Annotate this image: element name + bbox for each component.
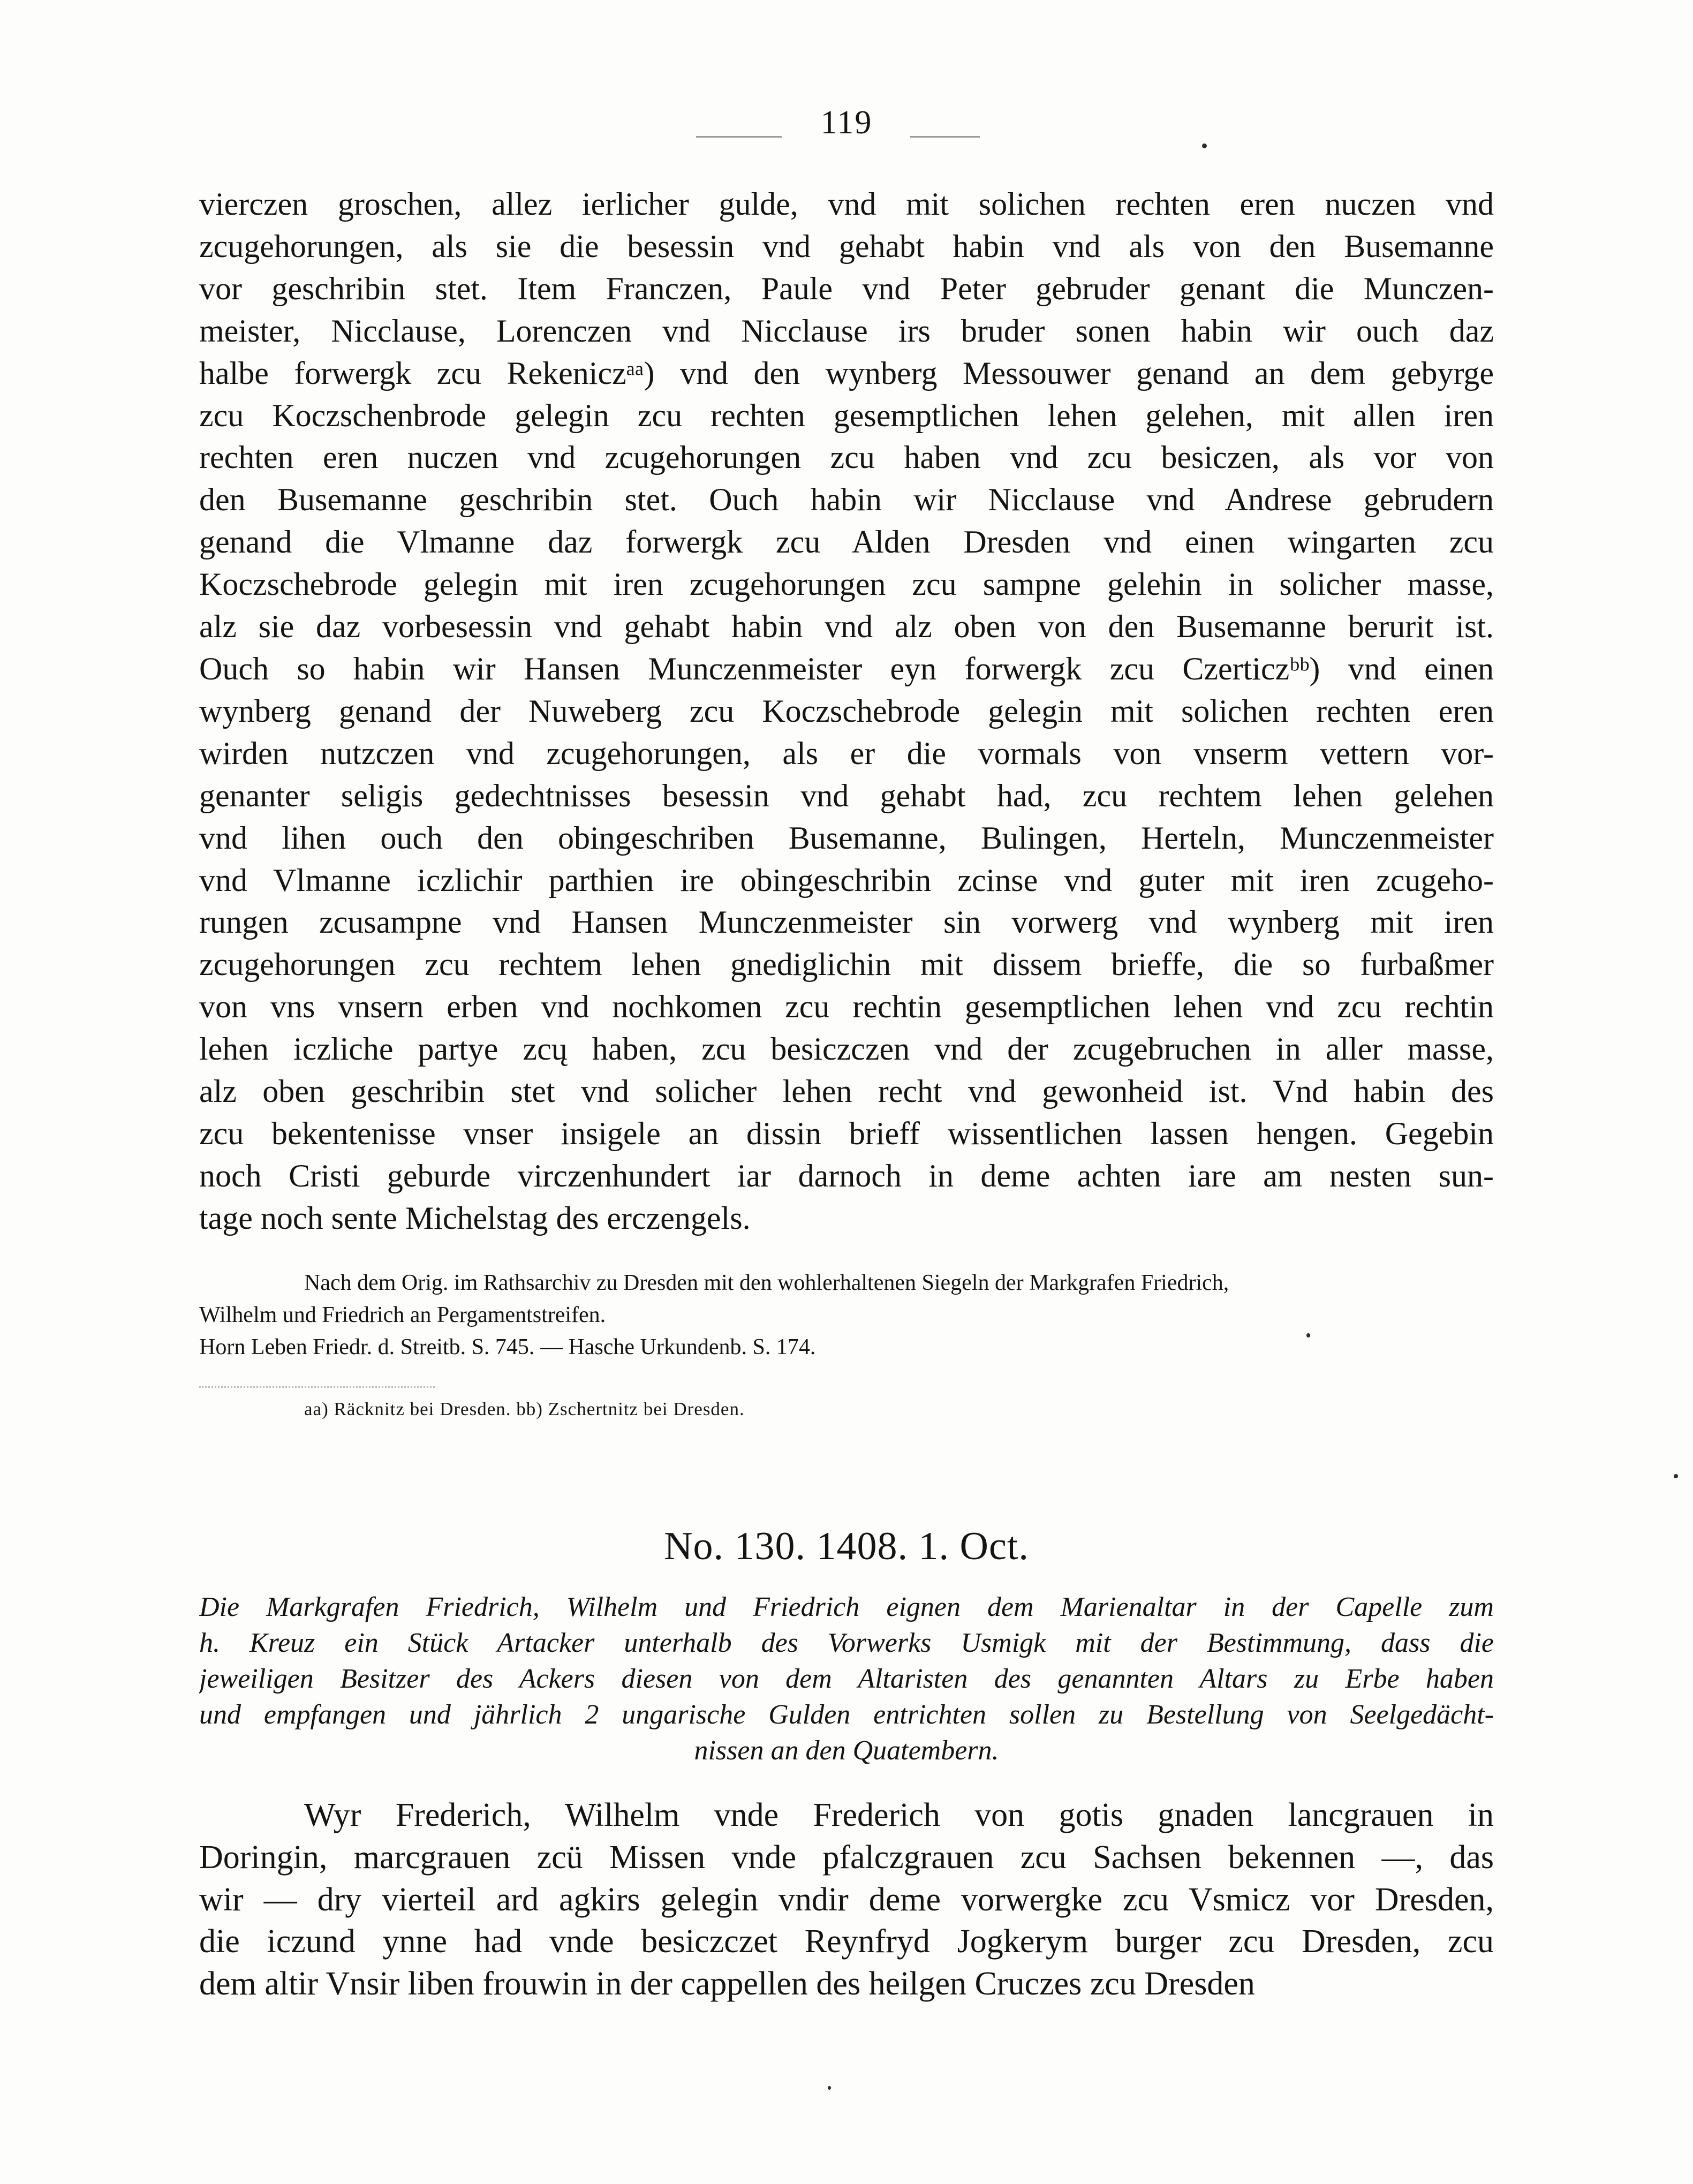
source-note-line: Wilhelm und Friedrich an Pergamentstreifen. <box>199 1303 606 1327</box>
text-line: wynberg genand der Nuweberg zcu Koczschebrode gelegin mit solichen rechten eren <box>199 693 1494 729</box>
text-line: vor geschribin stet. Item Franczen, Paule vnd Peter gebruder genant die Munczen- <box>199 270 1494 306</box>
text-line: lehen iczliche partye zcų haben, zcu besiczczen vnd der zcugebruchen in aller masse, <box>199 1031 1494 1067</box>
text-line: wirden nutzczen vnd zcugehorungen, als er die vormals von vnserm vettern vor- <box>199 735 1494 771</box>
summary-line: Die Markgrafen Friedrich, Wilhelm und Friedrich eignen dem Marienaltar in der Capelle zum <box>199 1592 1494 1622</box>
text-line: zcu Koczschenbrode gelegin zcu rechten gesemptlichen lehen gelehen, mit allen iren <box>199 397 1494 433</box>
page-number: 119 <box>820 104 873 141</box>
text-line: alz oben geschribin stet vnd solicher lehen recht vnd gewonheid ist. Vnd habin des <box>199 1074 1494 1109</box>
text-line: alz sie daz vorbesessin vnd gehabt habin vnd alz oben von den Busemanne berurit ist. <box>199 609 1494 645</box>
text-line: zcugehorungen, als sie die besessin vnd gehabt habin vnd als von den Busemanne <box>199 228 1494 264</box>
charter-text-line: Wyr Frederich, Wilhelm vnde Frederich von gotis gnaden lancgrauen in <box>304 1797 1494 1833</box>
charter-heading: No. 130. 1408. 1. Oct. <box>664 1524 1029 1568</box>
charter-text-line: wir — dry vierteil ard agkirs gelegin vndir deme vorwergke zcu Vsmicz vor Dresden, <box>199 1881 1494 1918</box>
text-line: rungen zcusampne vnd Hansen Munczenmeister sin vorwerg vnd wynberg mit iren <box>199 904 1494 940</box>
charter-summary <box>199 1589 1494 1769</box>
summary-line: und empfangen und jährlich 2 ungarische Gulden entrichten sollen zu Bestellung von Seelgedächt- <box>199 1699 1494 1730</box>
main-text <box>199 183 1494 1240</box>
charter-text-line: Doringin, marcgrauen zcü Missen vnde pfalczgrauen zcu Sachsen bekennen —, das <box>199 1839 1494 1876</box>
text-line: genand die Vlmanne daz forwergk zcu Alden Dresden vnd einen wingarten zcu <box>199 524 1494 560</box>
source-note-line: Horn Leben Friedr. d. Streitb. S. 745. — Hasche Urkundenb. S. 174. <box>199 1335 816 1359</box>
charter-text-line: die iczund ynne had vnde besiczczet Reynfryd Jogkerym burger zcu Dresden, zcu <box>199 1923 1494 1960</box>
summary-line: jeweiligen Besitzer des Ackers diesen von dem Altaristen des genannten Altars zu Erbe haben <box>199 1664 1494 1694</box>
scan-speck <box>1306 1333 1310 1337</box>
text-line: Ouch so habin wir Hansen Munczenmeister eyn forwergk zcu Czerticzᵇᵇ) vnd einen <box>199 651 1494 686</box>
text-line: noch Cristi geburde virczenhundert iar darnoch in deme achten iare am nesten sun- <box>199 1158 1494 1193</box>
text-line: zcu bekentenisse vnser insigele an dissin brieff wissentlichen lassen hengen. Gegebin <box>199 1115 1494 1151</box>
page-number-rule-right <box>910 136 980 138</box>
charter-text <box>199 1794 1494 2005</box>
summary-line: h. Kreuz ein Stück Artacker unterhalb des Vorwerks Usmigk mit der Bestimmung, dass die <box>199 1628 1494 1658</box>
text-line: den Busemanne geschribin stet. Ouch habin wir Nicclause vnd Andrese gebrudern <box>199 482 1494 518</box>
text-line: tage noch sente Michelstag des erczengels. <box>199 1200 751 1236</box>
scan-speck <box>828 2086 831 2090</box>
text-line: rechten eren nuczen vnd zcugehorungen zcu haben vnd zcu besiczen, als vor von <box>199 440 1494 475</box>
charter-text-line: dem altir Vnsir liben frouwin in der cappellen des heilgen Cruczes zcu Dresden <box>199 1966 1255 2002</box>
scan-speck <box>1674 1474 1678 1478</box>
footnotes: aa) Räcknitz bei Dresden. bb) Zschertnitz bei Dresden. <box>304 1399 745 1419</box>
text-line: halbe forwergk zcu Rekeniczᵃᵃ) vnd den wynberg Messouwer genand an dem gebyrge <box>199 355 1494 391</box>
text-line: Koczschebrode gelegin mit iren zcugehorungen zcu sampne gelehin in solicher masse, <box>199 566 1494 602</box>
source-notes <box>199 1267 1494 1363</box>
text-line: genanter seligis gedechtnisses besessin vnd gehabt had, zcu rechtem lehen gelehen <box>199 777 1494 813</box>
text-line: zcugehorungen zcu rechtem lehen gnediglichin mit dissem brieffe, die so furbaßmer <box>199 947 1494 983</box>
scan-speck <box>1202 143 1207 148</box>
text-line: vierczen groschen, allez ierlicher gulde, vnd mit solichen rechten eren nuczen vnd <box>199 186 1494 222</box>
text-line: vnd Vlmanne iczlichir parthien ire obingeschribin zcinse vnd guter mit iren zcugeho- <box>199 862 1494 898</box>
summary-line: nissen an den Quatembern. <box>694 1735 999 1766</box>
text-line: vnd lihen ouch den obingeschriben Busemanne, Bulingen, Herteln, Munczenmeister <box>199 820 1494 856</box>
footnote-rule <box>199 1386 435 1388</box>
text-line: meister, Nicclause, Lorenczen vnd Nicclause irs bruder sonen habin wir ouch daz <box>199 313 1494 349</box>
source-note-line: Nach dem Orig. im Rathsarchiv zu Dresden mit den wohlerhaltenen Siegeln der Markgrafen Friedrich, <box>304 1271 1229 1295</box>
text-line: von vns vnsern erben vnd nochkomen zcu rechtin gesemptlichen lehen vnd zcu rechtin <box>199 989 1494 1025</box>
